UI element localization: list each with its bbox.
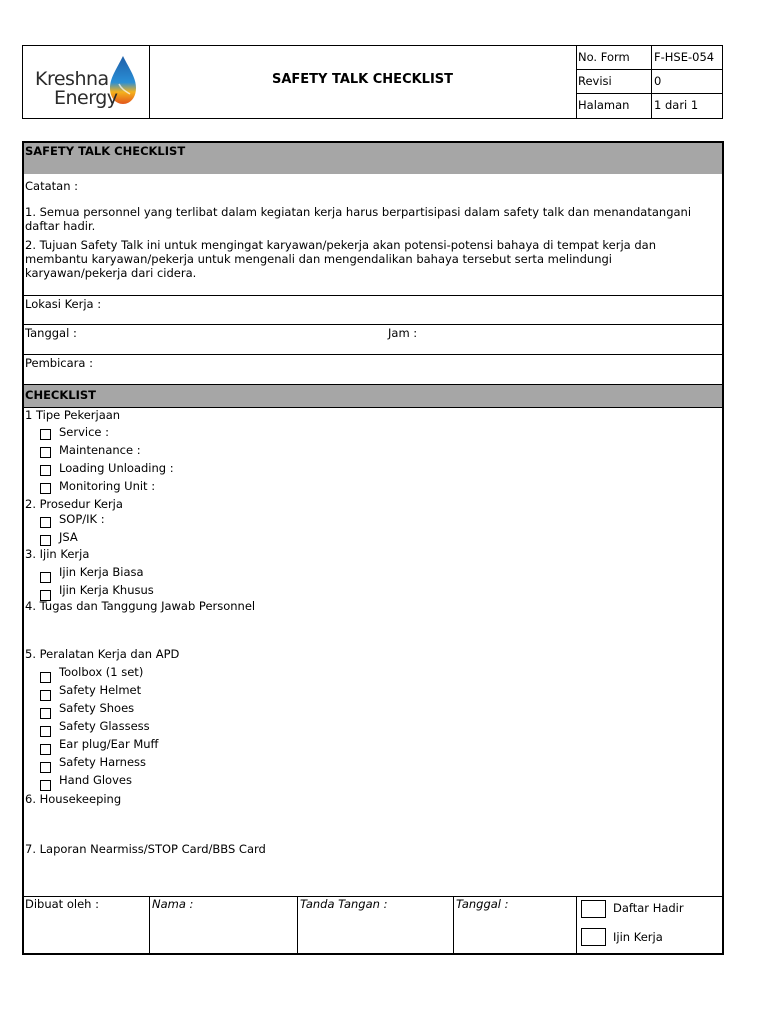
item-loading-unloading: Loading Unloading :: [59, 461, 174, 475]
dibuat-oleh-label: Dibuat oleh :: [25, 897, 99, 911]
checklist-band: [24, 385, 722, 407]
item-safety-harness: Safety Harness: [59, 755, 147, 769]
tanggal-label: Tanggal :: [25, 326, 77, 340]
item-sop-ik: SOP/IK :: [59, 512, 105, 526]
meta-label-form: No. Form: [578, 50, 630, 64]
meta-value-form: F-HSE-054: [654, 50, 715, 64]
section-5-heading: 5. Peralatan Kerja dan APD: [25, 647, 180, 661]
checkbox-safety-glassess[interactable]: [40, 726, 51, 737]
item-safety-glassess: Safety Glassess: [59, 719, 150, 733]
section-1-heading: 1 Tipe Pekerjaan: [25, 408, 121, 422]
note-1: 1. Semua personnel yang terlibat dalam kegiatan kerja harus berpartisipasi dalam safety talk dan menandatangani daftar hadir.: [25, 205, 692, 233]
notes-label: Catatan :: [25, 179, 79, 193]
meta-label-revisi: Revisi: [578, 74, 612, 88]
item-safety-helmet: Safety Helmet: [59, 683, 142, 697]
item-ijin-kerja-biasa: Ijin Kerja Biasa: [59, 565, 144, 579]
checkbox-toolbox[interactable]: [40, 672, 51, 683]
meta-value-revisi: 0: [654, 74, 662, 88]
tanggal-footer-label: Tanggal :: [456, 897, 509, 911]
checkbox-maintenance[interactable]: [40, 447, 51, 458]
logo-text-bottom: Energy: [54, 87, 118, 109]
section-6-heading: 6. Housekeeping: [25, 792, 122, 806]
meta-value-halaman: 1 dari 1: [654, 98, 699, 112]
meta-label-halaman: Halaman: [578, 98, 630, 112]
checkbox-safety-shoes[interactable]: [40, 708, 51, 719]
item-toolbox: Toolbox (1 set): [59, 665, 144, 679]
item-monitoring-unit: Monitoring Unit :: [59, 479, 156, 493]
checklist-title: CHECKLIST: [25, 388, 97, 402]
ijin-kerja-label: Ijin Kerja: [613, 930, 663, 944]
checkbox-service[interactable]: [40, 429, 51, 440]
item-ear-plug: Ear plug/Ear Muff: [59, 737, 159, 751]
section-title: SAFETY TALK CHECKLIST: [25, 144, 186, 158]
checkbox-ijin-kerja-biasa[interactable]: [40, 572, 51, 583]
item-ijin-kerja-khusus: Ijin Kerja Khusus: [59, 583, 154, 597]
nama-label: Nama :: [152, 897, 194, 911]
daftar-hadir-label: Daftar Hadir: [613, 901, 684, 915]
checkbox-monitoring-unit[interactable]: [40, 483, 51, 494]
tanda-tangan-label: Tanda Tangan :: [300, 897, 388, 911]
document-title: SAFETY TALK CHECKLIST: [271, 72, 454, 87]
pembicara-label: Pembicara :: [25, 356, 93, 370]
section-2-heading: 2. Prosedur Kerja: [25, 497, 123, 511]
logo-text-top: Kreshna: [35, 68, 109, 90]
checkbox-safety-helmet[interactable]: [40, 690, 51, 701]
checkbox-jsa[interactable]: [40, 535, 51, 546]
checkbox-sop-ik[interactable]: [40, 517, 51, 528]
lokasi-label: Lokasi Kerja :: [25, 297, 102, 311]
checkbox-safety-harness[interactable]: [40, 762, 51, 773]
company-logo: [30, 52, 142, 114]
item-safety-shoes: Safety Shoes: [59, 701, 135, 715]
checkbox-daftar-hadir[interactable]: [581, 900, 606, 918]
checkbox-ear-plug[interactable]: [40, 744, 51, 755]
section-7-heading: 7. Laporan Nearmiss/STOP Card/BBS Card: [25, 842, 266, 856]
checkbox-ijin-kerja[interactable]: [581, 928, 606, 946]
checkbox-loading-unloading[interactable]: [40, 465, 51, 476]
item-maintenance: Maintenance :: [59, 443, 141, 457]
item-service: Service :: [59, 425, 110, 439]
note-2: 2. Tujuan Safety Talk ini untuk mengingat karyawan/pekerja akan potensi-potensi bahaya di tempat kerja dan membantu karyawan/pekerja untuk mengenali dan mengendalikan bahaya tersebut serta melindungi karyawan/pekerja dari cidera.: [25, 238, 657, 280]
checkbox-hand-gloves[interactable]: [40, 780, 51, 791]
item-jsa: JSA: [59, 530, 78, 544]
section-3-heading: 3. Ijin Kerja: [25, 547, 90, 561]
section-4-heading: 4. Tugas dan Tanggung Jawab Personnel: [25, 599, 256, 613]
item-hand-gloves: Hand Gloves: [59, 773, 132, 787]
jam-label: Jam :: [388, 326, 418, 340]
